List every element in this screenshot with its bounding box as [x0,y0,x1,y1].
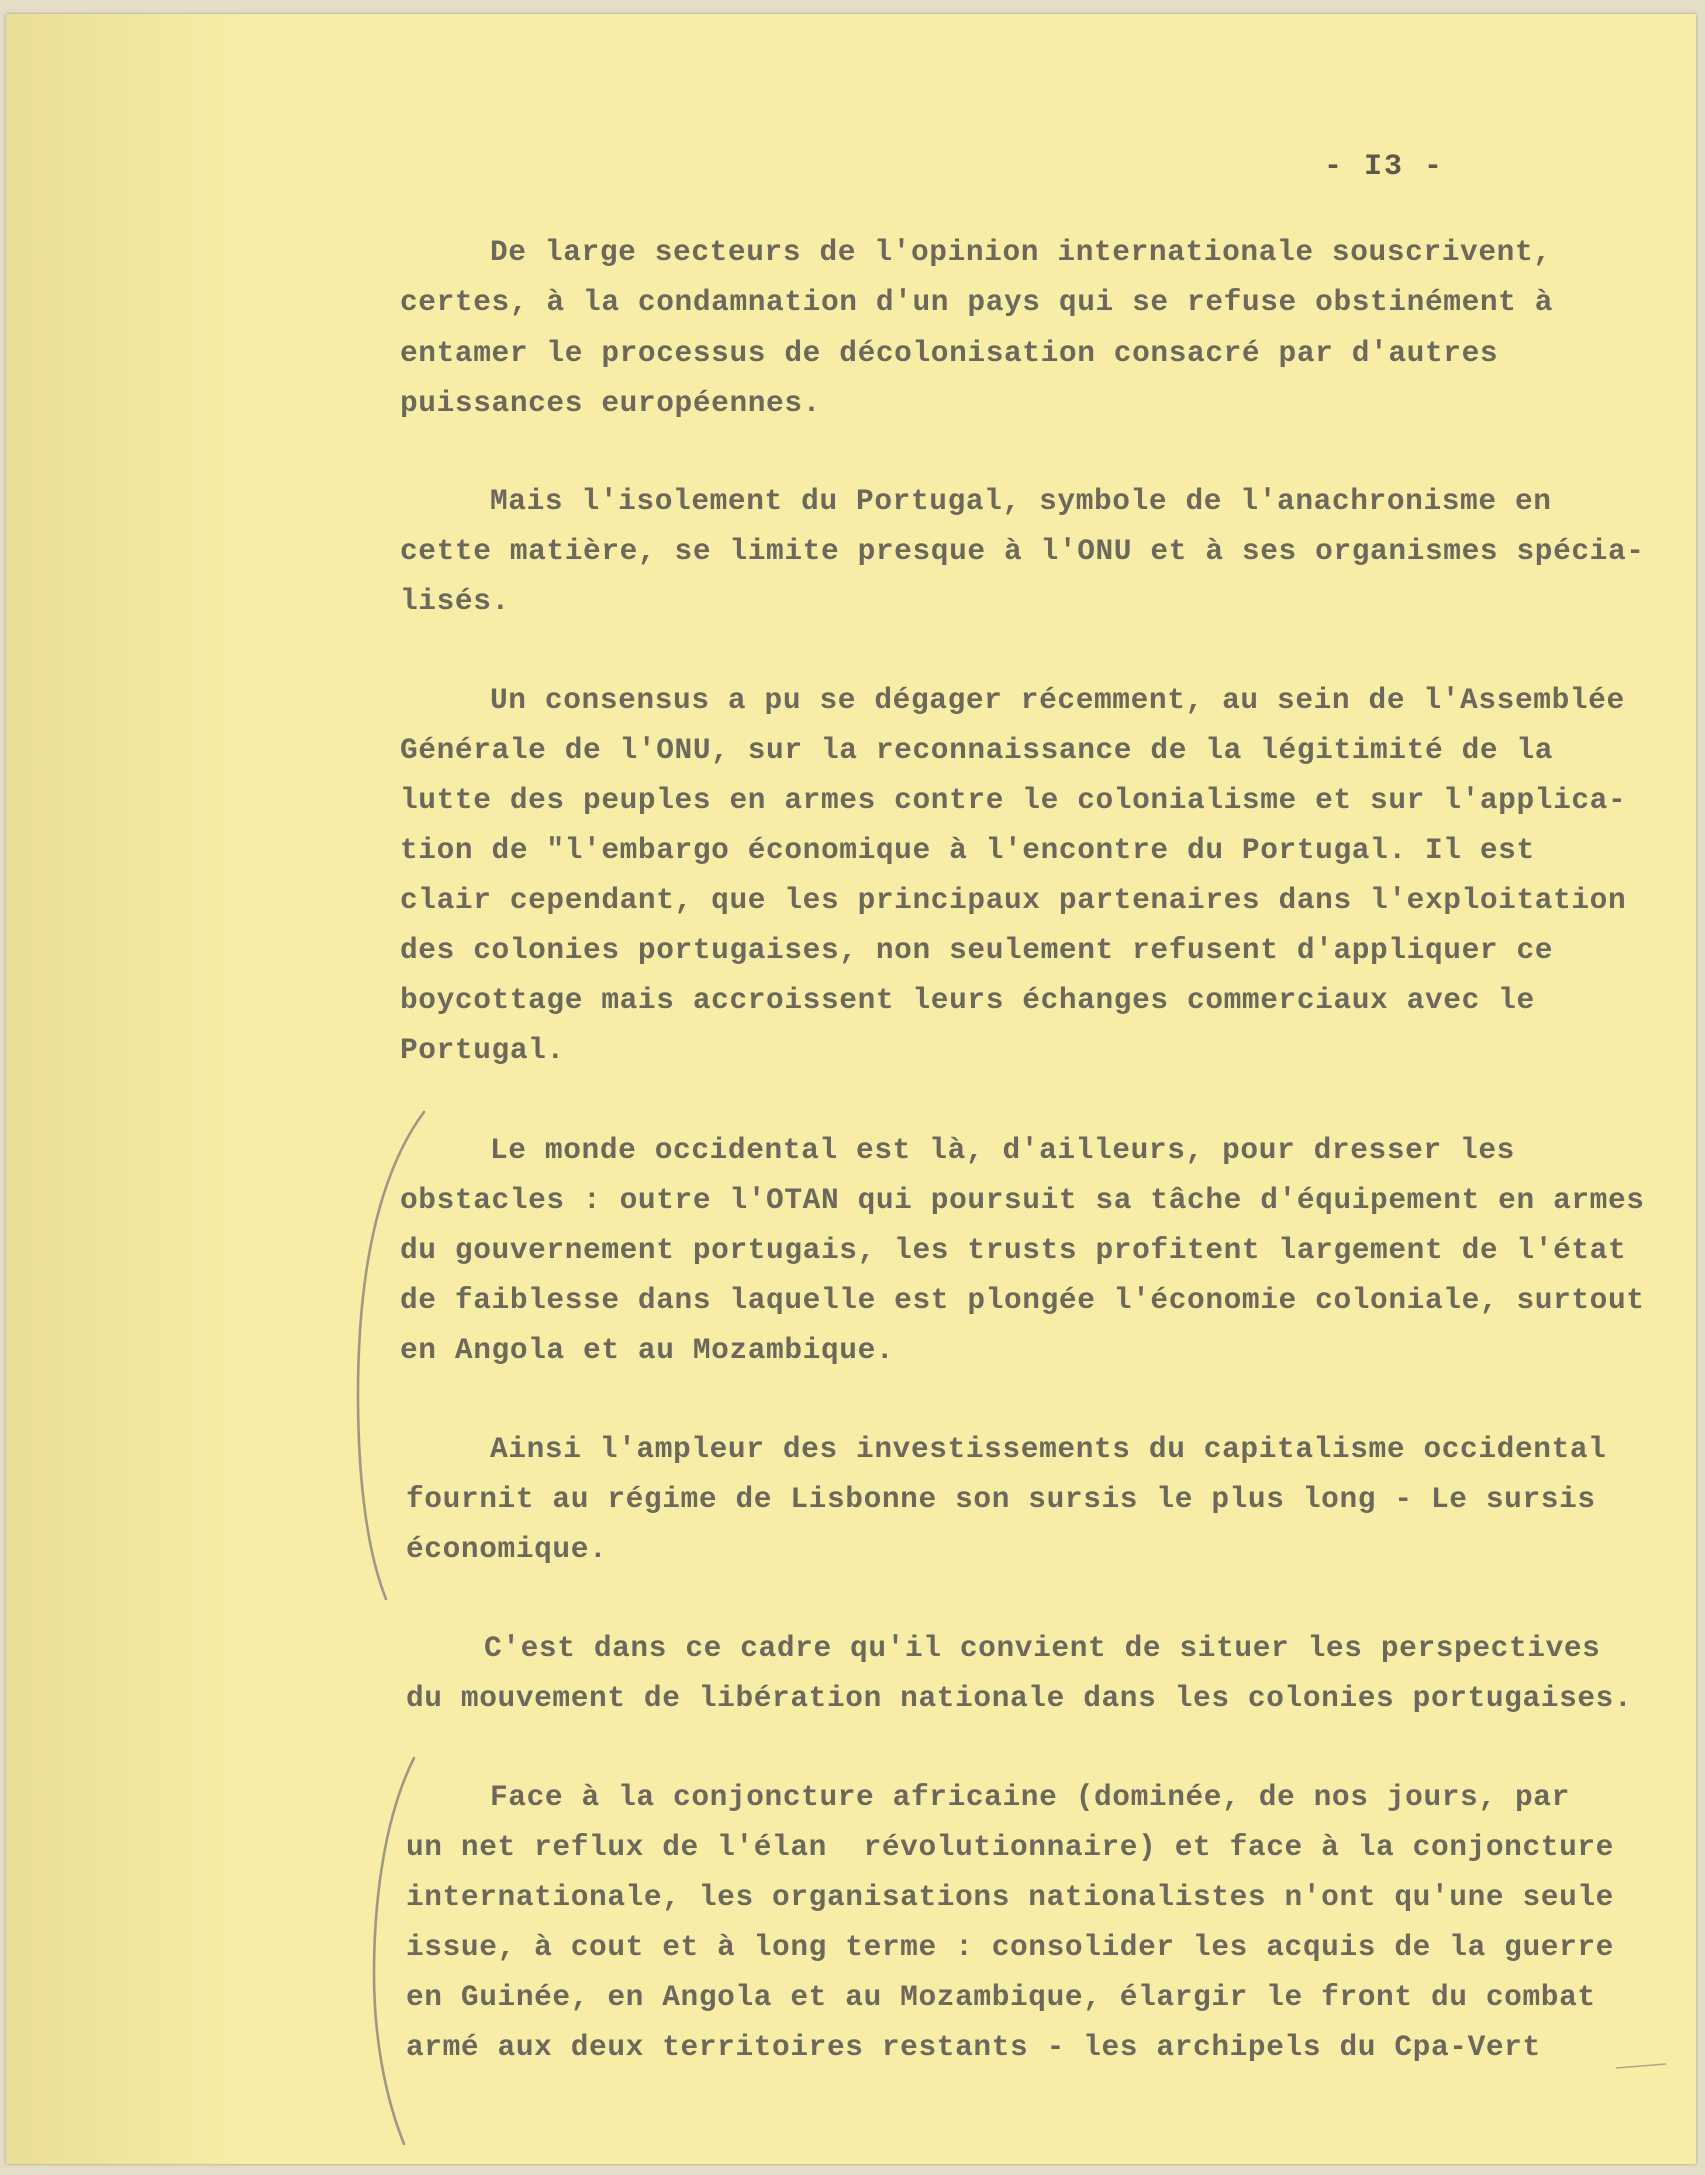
paragraph-3-line-1: Un consensus a pu se dégager récemment, au sein de l'Assemblée [490,683,1625,717]
paragraph-1-line-2: certes, à la condamnation d'un pays qui se refuse obstinément à [400,285,1554,319]
paragraph-3-line-4: tion de "l'embargo économique à l'encontre du Portugal. Il est [400,833,1535,867]
paragraph-1-line-3: entamer le processus de décolonisation consacré par d'autres [400,336,1499,370]
paragraph-5-line-3: économique. [406,1532,608,1566]
paragraph-7-line-5: en Guinée, en Angola et au Mozambique, élargir le front du combat [406,1980,1596,2014]
paragraph-3-line-3: lutte des peuples en armes contre le colonialisme et sur l'applica- [400,783,1627,817]
paragraph-4-line-1: Le monde occidental est là, d'ailleurs, pour dresser les [490,1133,1515,1167]
paragraph-2-line-2: cette matière, se limite presque à l'ONU et à ses organismes spécia- [400,534,1645,568]
paragraph-1-line-4: puissances européennes. [400,386,821,420]
pencil-bracket-lower [374,1758,414,2144]
paragraph-6-line-1: C'est dans ce cadre qu'il convient de situer les perspectives [484,1631,1601,1665]
pencil-bracket-upper [358,1112,424,1599]
pencil-margin-brackets [6,14,1696,2164]
paragraph-5-line-2: fournit au régime de Lisbonne son sursis le plus long - Le sursis [406,1482,1596,1516]
paragraph-6-line-2: du mouvement de libération nationale dans les colonies portugaises. [406,1681,1633,1715]
paragraph-7-line-2: un net reflux de l'élan révolutionnaire) et face à la conjoncture [406,1830,1614,1864]
paragraph-2-line-3: lisés. [400,584,510,618]
paragraph-2-line-1: Mais l'isolement du Portugal, symbole de l'anachronisme en [490,484,1552,518]
paragraph-4-line-4: de faiblesse dans laquelle est plongée l'économie coloniale, surtout [400,1283,1645,1317]
paragraph-7-line-6: armé aux deux territoires restants - les archipels du Cpa-Vert [406,2030,1541,2064]
paragraph-3-line-6: des colonies portugaises, non seulement refusent d'appliquer ce [400,933,1554,967]
paragraph-5-line-1: Ainsi l'ampleur des investissements du capitalisme occidental [490,1432,1607,1466]
paragraph-4-line-3: du gouvernement portugais, les trusts profitent largement de l'état [400,1233,1627,1267]
paragraph-3-line-2: Générale de l'ONU, sur la reconnaissance de la légitimité de la [400,733,1554,767]
page-number: - I3 - [1324,150,1445,184]
paragraph-3-line-7: boycottage mais accroissent leurs échanges commerciaux avec le [400,983,1535,1017]
paragraph-3-line-8: Portugal. [400,1033,565,1067]
paragraph-7-line-3: internationale, les organisations nationalistes n'ont qu'une seule [406,1880,1614,1914]
pencil-stray-mark [1616,2064,1666,2068]
paragraph-4-line-2: obstacles : outre l'OTAN qui poursuit sa tâche d'équipement en armes [400,1183,1645,1217]
paragraph-7-line-1: Face à la conjoncture africaine (dominée, de nos jours, par [490,1780,1570,1814]
paragraph-1-line-1: De large secteurs de l'opinion internationale souscrivent, [490,235,1552,269]
paragraph-7-line-4: issue, à cout et à long terme : consolider les acquis de la guerre [406,1930,1614,1964]
typewritten-page [6,14,1696,2164]
paragraph-4-line-5: en Angola et au Mozambique. [400,1333,895,1367]
paragraph-3-line-5: clair cependant, que les principaux partenaires dans l'exploitation [400,883,1627,917]
